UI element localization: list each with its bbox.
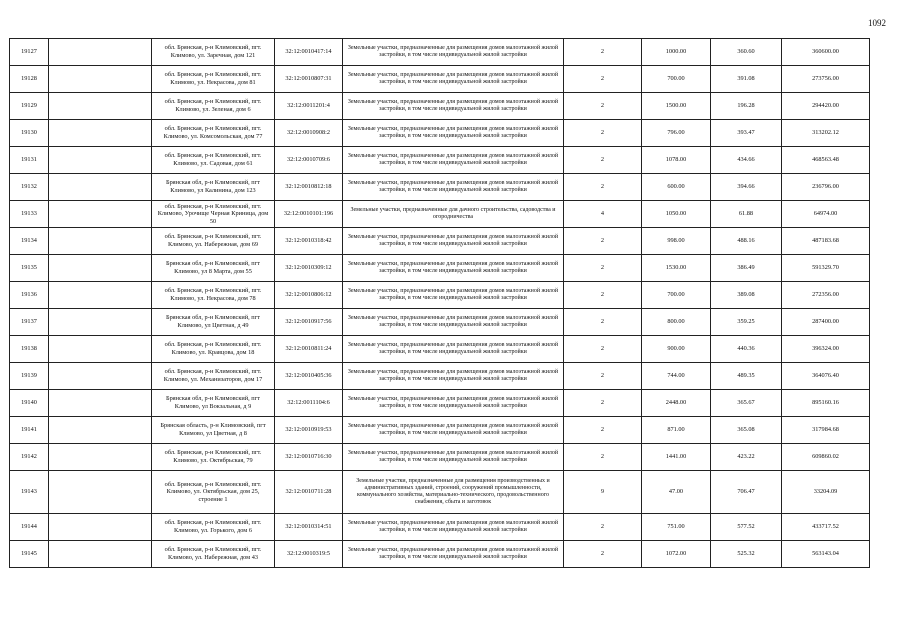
cadastral-value-cell: 468563.48 [782,147,870,174]
specific-value-cell: 196.28 [711,93,782,120]
specific-value-cell: 489.35 [711,363,782,390]
cadastral-number-cell: 32:12:0010811:24 [275,336,343,363]
land-use-cell: Земельные участки, предназначенные для размещения производственных и административных зданий, строений, сооружений промышленности, коммунального хозяйства, материально-технического, продовольственного снабжения, сбыта и заготовок [343,471,564,514]
cadastral-number-cell: 32:12:0011104:6 [275,390,343,417]
cadastral-value-cell: 287400.00 [782,309,870,336]
specific-value-cell: 393.47 [711,120,782,147]
address-cell: обл. Брянская, р-н Климовский, пгт. Климово, ул. Некрасова, дом 78 [152,282,275,309]
row-number-cell: 19142 [10,444,49,471]
area-cell: 700.00 [642,282,711,309]
empty-cell [49,147,152,174]
address-cell: Брянская область, р-н Климовский, пгт Климово, ул Цветная, д 8 [152,417,275,444]
table-row [10,363,870,390]
specific-value-cell: 525.32 [711,541,782,568]
table-row [10,444,870,471]
address-cell: обл. Брянская, р-н Климовский, пгт. Климово, ул. Набережная, дом 69 [152,228,275,255]
address-cell: обл. Брянская, р-н Климовский, пгт. Климово, ул. Набережная, дом 43 [152,541,275,568]
address-cell: обл. Брянская, р-н Климовский, пгт. Климово, ул. Садовая, дом 61 [152,147,275,174]
land-use-cell: Земельные участки, предназначенные для размещения домов малоэтажной жилой застройки, в том числе индивидуальной жилой застройки [343,417,564,444]
row-number-cell: 19127 [10,39,49,66]
specific-value-cell: 365.08 [711,417,782,444]
specific-value-cell: 423.22 [711,444,782,471]
cadastral-number-cell: 32:12:0010405:36 [275,363,343,390]
cadastral-value-cell: 317984.68 [782,417,870,444]
area-cell: 796.00 [642,120,711,147]
area-cell: 751.00 [642,514,711,541]
area-cell: 998.00 [642,228,711,255]
empty-cell [49,309,152,336]
land-use-cell: Земельные участки, предназначенные для размещения домов малоэтажной жилой застройки, в том числе индивидуальной жилой застройки [343,390,564,417]
cadastral-number-cell: 32:12:0010919:53 [275,417,343,444]
cadastral-number-cell: 32:12:0010806:12 [275,282,343,309]
table-row [10,336,870,363]
row-number-cell: 19136 [10,282,49,309]
address-cell: Брянская обл, р-н Климовский, пгт Климово, ул 8 Марта, дом 55 [152,255,275,282]
address-cell: обл. Брянская, р-н Климовский, пгт. Климово, ул. Механизаторов, дом 17 [152,363,275,390]
address-cell: обл. Брянская, р-н Климовский, пгт. Климово, ул. Заречная, дом 121 [152,39,275,66]
area-cell: 1000.00 [642,39,711,66]
land-use-cell: Земельные участки, предназначенные для размещения домов малоэтажной жилой застройки, в том числе индивидуальной жилой застройки [343,174,564,201]
cadastral-value-cell: 591329.70 [782,255,870,282]
empty-cell [49,363,152,390]
table-row [10,514,870,541]
address-cell: Брянская обл, р-н Климовский, пгт Климово, ул Вокзальная, д 9 [152,390,275,417]
land-use-cell: Земельные участки, предназначенные для размещения домов малоэтажной жилой застройки, в том числе индивидуальной жилой застройки [343,282,564,309]
specific-value-cell: 488.16 [711,228,782,255]
land-use-cell: Земельные участки, предназначенные для размещения домов малоэтажной жилой застройки, в том числе индивидуальной жилой застройки [343,336,564,363]
group-cell: 9 [564,471,642,514]
cadastral-value-cell: 33204.09 [782,471,870,514]
empty-cell [49,417,152,444]
empty-cell [49,282,152,309]
empty-cell [49,255,152,282]
cadastral-number-cell: 32:12:0010101:196 [275,201,343,228]
cadastral-number-cell: 32:12:0010309:12 [275,255,343,282]
group-cell: 2 [564,228,642,255]
group-cell: 2 [564,120,642,147]
cadastral-value-cell: 236796.00 [782,174,870,201]
cadastral-number-cell: 32:12:0010319:5 [275,541,343,568]
table-row [10,309,870,336]
area-cell: 800.00 [642,309,711,336]
group-cell: 2 [564,66,642,93]
empty-cell [49,514,152,541]
cadastral-number-cell: 32:12:0010318:42 [275,228,343,255]
area-cell: 900.00 [642,336,711,363]
row-number-cell: 19132 [10,174,49,201]
group-cell: 2 [564,363,642,390]
group-cell: 2 [564,39,642,66]
area-cell: 1078.00 [642,147,711,174]
address-cell: обл. Брянская, р-н Климовский, пгт. Климово, ул. Октябрьская, 79 [152,444,275,471]
land-use-cell: Земельные участки, предназначенные для размещения домов малоэтажной жилой застройки, в том числе индивидуальной жилой застройки [343,39,564,66]
empty-cell [49,390,152,417]
empty-cell [49,93,152,120]
row-number-cell: 19131 [10,147,49,174]
land-use-cell: Земельные участки, предназначенные для размещения домов малоэтажной жилой застройки, в том числе индивидуальной жилой застройки [343,66,564,93]
empty-cell [49,444,152,471]
cadastral-number-cell: 32:12:0010711:28 [275,471,343,514]
land-use-cell: Земельные участки, предназначенные для размещения домов малоэтажной жилой застройки, в том числе индивидуальной жилой застройки [343,444,564,471]
cadastral-value-cell: 563143.04 [782,541,870,568]
group-cell: 2 [564,444,642,471]
cadastral-value-cell: 294420.00 [782,93,870,120]
empty-cell [49,228,152,255]
land-use-cell: Земельные участки, предназначенные для размещения домов малоэтажной жилой застройки, в том числе индивидуальной жилой застройки [343,514,564,541]
cadastral-value-cell: 396324.00 [782,336,870,363]
group-cell: 2 [564,336,642,363]
row-number-cell: 19144 [10,514,49,541]
specific-value-cell: 386.49 [711,255,782,282]
table-row [10,93,870,120]
group-cell: 2 [564,174,642,201]
table-row [10,255,870,282]
land-use-cell: Земельные участки, предназначенные для размещения домов малоэтажной жилой застройки, в том числе индивидуальной жилой застройки [343,120,564,147]
cadastral-value-cell: 360600.00 [782,39,870,66]
table-row [10,174,870,201]
row-number-cell: 19139 [10,363,49,390]
cadastral-value-cell: 433717.52 [782,514,870,541]
table-row [10,541,870,568]
cadastral-number-cell: 32:12:0010908:2 [275,120,343,147]
cadastral-number-cell: 32:12:0010709:6 [275,147,343,174]
empty-cell [49,201,152,228]
cadastral-number-cell: 32:12:0010917:56 [275,309,343,336]
area-cell: 1441.00 [642,444,711,471]
address-cell: обл. Брянская, р-н Климовский, пгт. Климово, ул. Зеленая, дом 6 [152,93,275,120]
page-number: 1092 [868,18,886,28]
area-cell: 700.00 [642,66,711,93]
table-row [10,66,870,93]
land-use-cell: Земельные участки, предназначенные для размещения домов малоэтажной жилой застройки, в том числе индивидуальной жилой застройки [343,228,564,255]
cadastral-number-cell: 32:12:0011201:4 [275,93,343,120]
land-use-cell: Земельные участки, предназначенные для размещения домов малоэтажной жилой застройки, в том числе индивидуальной жилой застройки [343,363,564,390]
specific-value-cell: 360.60 [711,39,782,66]
table-row [10,390,870,417]
group-cell: 2 [564,255,642,282]
specific-value-cell: 394.66 [711,174,782,201]
cadastral-number-cell: 32:12:0010417:14 [275,39,343,66]
row-number-cell: 19128 [10,66,49,93]
row-number-cell: 19138 [10,336,49,363]
empty-cell [49,120,152,147]
specific-value-cell: 434.66 [711,147,782,174]
group-cell: 2 [564,93,642,120]
group-cell: 2 [564,282,642,309]
group-cell: 2 [564,390,642,417]
cadastral-value-cell: 609860.02 [782,444,870,471]
row-number-cell: 19145 [10,541,49,568]
empty-cell [49,39,152,66]
address-cell: обл. Брянская, р-н Климовский, пгт. Климово, Урочище Черная Криница, дом 50 [152,201,275,228]
empty-cell [49,471,152,514]
cadastral-value-cell: 364076.40 [782,363,870,390]
land-use-cell: Земельные участки, предназначенные для размещения домов малоэтажной жилой застройки, в том числе индивидуальной жилой застройки [343,309,564,336]
cadastral-value-cell: 313202.12 [782,120,870,147]
group-cell: 2 [564,309,642,336]
area-cell: 871.00 [642,417,711,444]
address-cell: обл. Брянская, р-н Климовский, пгт. Климово, ул. Октябрьская, дом 25, строение 1 [152,471,275,514]
land-use-cell: Земельные участки, предназначенные для дачного строительства, садоводства и огородничества [343,201,564,228]
table-row [10,147,870,174]
cadastral-value-cell: 272356.00 [782,282,870,309]
specific-value-cell: 389.08 [711,282,782,309]
table-row [10,39,870,66]
table-row [10,471,870,514]
specific-value-cell: 577.52 [711,514,782,541]
row-number-cell: 19140 [10,390,49,417]
group-cell: 2 [564,417,642,444]
cadastral-number-cell: 32:12:0010812:18 [275,174,343,201]
row-number-cell: 19135 [10,255,49,282]
address-cell: обл. Брянская, р-н Климовский, пгт. Климово, ул. Комсомольская, дом 77 [152,120,275,147]
group-cell: 2 [564,514,642,541]
cadastral-registry-table [9,38,870,568]
cadastral-number-cell: 32:12:0010314:51 [275,514,343,541]
row-number-cell: 19137 [10,309,49,336]
row-number-cell: 19143 [10,471,49,514]
area-cell: 600.00 [642,174,711,201]
address-cell: обл. Брянская, р-н Климовский, пгт. Климово, ул. Горького, дом 6 [152,514,275,541]
land-use-cell: Земельные участки, предназначенные для размещения домов малоэтажной жилой застройки, в том числе индивидуальной жилой застройки [343,93,564,120]
area-cell: 47.00 [642,471,711,514]
area-cell: 2448.00 [642,390,711,417]
table-row [10,120,870,147]
table-row [10,228,870,255]
land-use-cell: Земельные участки, предназначенные для размещения домов малоэтажной жилой застройки, в том числе индивидуальной жилой застройки [343,147,564,174]
table-row [10,417,870,444]
land-use-cell: Земельные участки, предназначенные для размещения домов малоэтажной жилой застройки, в том числе индивидуальной жилой застройки [343,255,564,282]
empty-cell [49,336,152,363]
row-number-cell: 19133 [10,201,49,228]
cadastral-number-cell: 32:12:0010807:31 [275,66,343,93]
specific-value-cell: 359.25 [711,309,782,336]
row-number-cell: 19134 [10,228,49,255]
address-cell: Брянская обл, р-н Климовский, пгт Климово, ул Калинина, дом 123 [152,174,275,201]
group-cell: 4 [564,201,642,228]
specific-value-cell: 440.36 [711,336,782,363]
table-row [10,282,870,309]
row-number-cell: 19130 [10,120,49,147]
specific-value-cell: 391.08 [711,66,782,93]
group-cell: 2 [564,541,642,568]
row-number-cell: 19129 [10,93,49,120]
area-cell: 1072.00 [642,541,711,568]
area-cell: 1500.00 [642,93,711,120]
row-number-cell: 19141 [10,417,49,444]
specific-value-cell: 61.88 [711,201,782,228]
empty-cell [49,541,152,568]
area-cell: 744.00 [642,363,711,390]
address-cell: обл. Брянская, р-н Климовский, пгт. Климово, ул. Кравцова, дом 18 [152,336,275,363]
specific-value-cell: 365.67 [711,390,782,417]
address-cell: Брянская обл, р-н Климовский, пгт Климово, ул Цветная, д 49 [152,309,275,336]
land-use-cell: Земельные участки, предназначенные для размещения домов малоэтажной жилой застройки, в том числе индивидуальной жилой застройки [343,541,564,568]
cadastral-value-cell: 64974.00 [782,201,870,228]
empty-cell [49,174,152,201]
cadastral-value-cell: 895160.16 [782,390,870,417]
specific-value-cell: 706.47 [711,471,782,514]
cadastral-value-cell: 487183.68 [782,228,870,255]
area-cell: 1050.00 [642,201,711,228]
group-cell: 2 [564,147,642,174]
empty-cell [49,66,152,93]
table-row [10,201,870,228]
area-cell: 1530.00 [642,255,711,282]
address-cell: обл. Брянская, р-н Климовский, пгт. Климово, ул. Некрасова, дом 81 [152,66,275,93]
cadastral-number-cell: 32:12:0010716:30 [275,444,343,471]
cadastral-value-cell: 273756.00 [782,66,870,93]
